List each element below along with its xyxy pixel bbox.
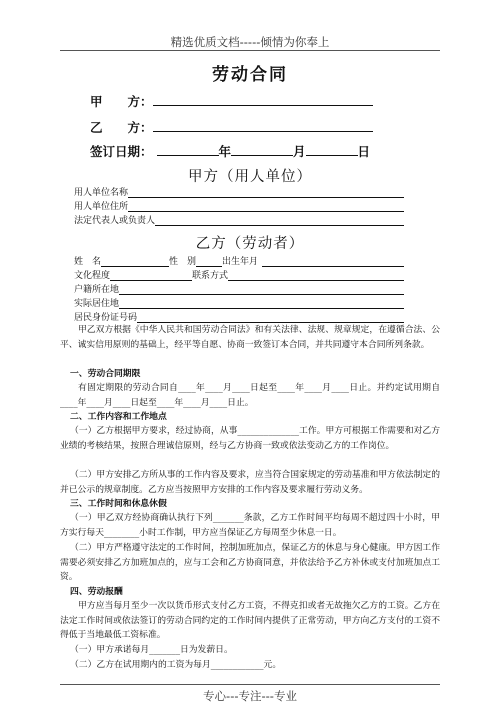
document-title: 劳动合同 bbox=[212, 65, 288, 85]
year-label: 年 bbox=[218, 144, 232, 159]
employer-name-blank[interactable] bbox=[128, 188, 404, 198]
month-label: 月 bbox=[293, 144, 306, 159]
section-2-p1: （一）乙方根据甲方要求，经过协商，从事______________工作。甲方可根据工作需要和对乙方业绩的考核结果，按照合理诚信原则，经与乙方协商一致或依法变动乙方的工作岗位。 bbox=[60, 426, 440, 451]
employer-name-label: 用人单位名称 bbox=[74, 188, 129, 198]
hukou-row bbox=[74, 282, 404, 295]
employer-heading: 甲方（用人单位） bbox=[188, 169, 312, 185]
sign-day-blank[interactable] bbox=[306, 144, 358, 156]
gender-label: 性 别 bbox=[169, 257, 197, 267]
section-2-p2: （二）甲方安排乙方所从事的工作内容及要求，应当符合国家规定的劳动基准和甲方依法制定的并已公示的规章制度。乙方应当按照甲方安排的工作内容及要求履行劳动义务。 bbox=[60, 470, 440, 495]
party-a-label: 甲 方： bbox=[90, 94, 153, 109]
section-2-title: 二、工作内容和工作地点 bbox=[70, 412, 167, 422]
employee-basic-row bbox=[74, 254, 404, 267]
residence-row bbox=[74, 296, 404, 309]
section-4-p1: （一）甲方承诺每月_______日为发薪日。 bbox=[70, 645, 233, 655]
employer-name-row bbox=[74, 185, 404, 198]
legal-rep-blank[interactable] bbox=[155, 216, 404, 226]
education-blank[interactable] bbox=[110, 271, 192, 281]
id-number-label: 居民身份证号码 bbox=[74, 313, 138, 323]
birth-label: 出生年月 bbox=[222, 257, 259, 267]
party-b-blank[interactable] bbox=[153, 120, 373, 132]
hukou-blank[interactable] bbox=[119, 285, 404, 295]
legal-rep-row bbox=[74, 213, 404, 226]
employer-address-label: 用人单位住所 bbox=[74, 202, 129, 212]
party-b-label: 乙 方： bbox=[90, 120, 153, 135]
sign-month-blank[interactable] bbox=[231, 144, 293, 156]
gender-blank[interactable] bbox=[196, 257, 222, 267]
residence-label: 实际居住地 bbox=[74, 299, 120, 309]
party-a-blank[interactable] bbox=[153, 94, 373, 106]
page-header: 精选优质文档-----倾情为你奉上 bbox=[170, 35, 330, 49]
section-1-title: 一、劳动合同期限 bbox=[70, 369, 141, 379]
section-4-p0: 甲方应当每月至少一次以货币形式支付乙方工资，不得克扣或者无故拖欠乙方的工资。乙方在法定工作时间或依法签订的劳动合同约定的工作时间内提供了正常劳动，甲方向乙方支付的工资不得低于当地最低工资标准。 bbox=[60, 601, 440, 640]
section-3-title: 三、工作时间和休息休假 bbox=[70, 499, 167, 509]
party-a-row bbox=[90, 92, 373, 110]
residence-blank[interactable] bbox=[119, 299, 404, 309]
sign-year-blank[interactable] bbox=[157, 144, 219, 156]
employee-education-row bbox=[74, 268, 404, 281]
page-footer: 专心---专注---专业 bbox=[203, 689, 297, 703]
section-4-title: 四、劳动报酬 bbox=[70, 587, 123, 597]
contact-blank[interactable] bbox=[228, 271, 404, 281]
employer-address-blank[interactable] bbox=[128, 202, 404, 212]
employer-address-row bbox=[74, 199, 404, 212]
name-blank[interactable] bbox=[101, 257, 169, 267]
contact-label: 联系方式 bbox=[192, 271, 229, 281]
legal-rep-label: 法定代表人或负责人 bbox=[74, 216, 156, 226]
hukou-label: 户籍所在地 bbox=[74, 285, 120, 295]
section-4-p2: （二）乙方在试用期内的工资为每月____________元。 bbox=[70, 660, 282, 670]
sign-date-row bbox=[90, 142, 370, 160]
id-number-row bbox=[74, 310, 404, 323]
header-divider bbox=[60, 50, 440, 51]
education-label: 文化程度 bbox=[74, 271, 111, 281]
employee-heading: 乙方（劳动者） bbox=[195, 236, 305, 252]
id-number-blank[interactable] bbox=[137, 313, 404, 323]
section-1-text: 有固定期限的劳动合同自____年____月____日起至____年____月____日止。并约定试用期自____年____月____日起至____年____月____日止。 bbox=[60, 383, 440, 408]
name-label: 姓 名 bbox=[74, 257, 102, 267]
intro-paragraph: 甲乙双方根据《中华人民共和国劳动合同法》和有关法律、法规、规章规定，在遵循合法、公平、诚实信用原则的基础上，经平等自愿、协商一致签订本合同，并共同遵守本合同所列条款。 bbox=[60, 325, 440, 350]
footer-divider bbox=[60, 684, 440, 685]
day-label: 日 bbox=[357, 144, 371, 159]
birth-blank[interactable] bbox=[262, 257, 404, 267]
party-b-row bbox=[90, 118, 373, 136]
section-3-p2: （二）甲方严格遵守法定的工作时间，控制加班加点，保证乙方的休息与身心健康。甲方因工作需要必须安排乙方加班加点的，应与工会和乙方协商同意，并依法给予乙方补休或支付加班加点工资。 bbox=[60, 543, 440, 582]
section-3-p1: （一）甲乙双方经协商确认执行下列_______条款，乙方工作时间平均每周不超过四十小时，甲方实行每天________小时工作制，甲方应当保证乙方每周至少休息一日。 bbox=[60, 513, 440, 538]
sign-date-label: 签订日期： bbox=[90, 144, 153, 159]
